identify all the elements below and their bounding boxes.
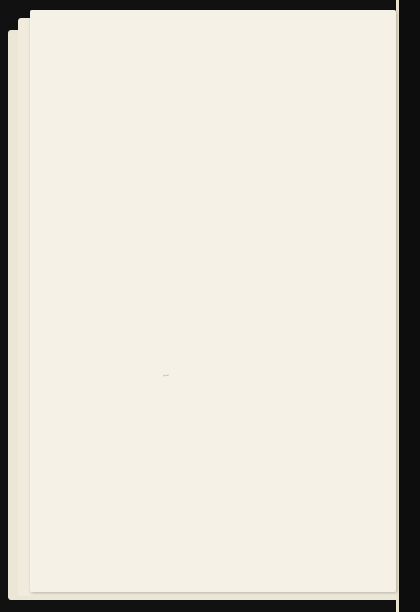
catalogue-page	[30, 10, 396, 592]
binding-shadow	[398, 0, 420, 612]
page-edge	[396, 0, 399, 612]
stray-mark: ↩	[163, 372, 169, 380]
